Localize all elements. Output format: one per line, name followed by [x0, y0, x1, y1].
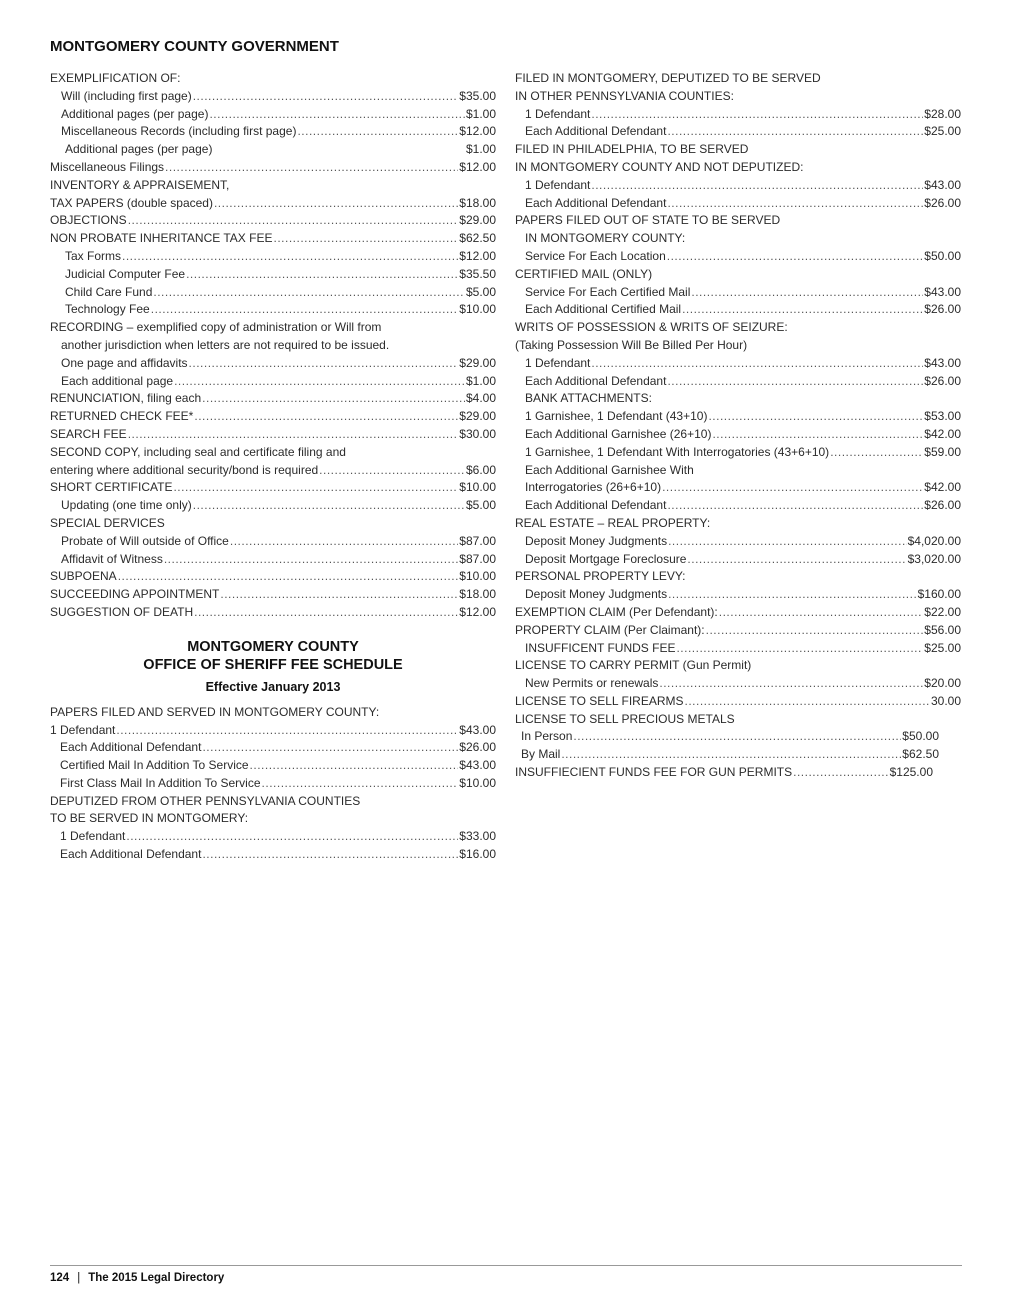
dot-leader: [193, 88, 459, 106]
fee-label: 1 Defendant: [60, 829, 126, 844]
fee-label: Certified Mail In Addition To Service: [60, 758, 249, 773]
fee-label: SHORT CERTIFICATE: [50, 480, 173, 495]
dot-leader: [273, 230, 458, 248]
dot-leader: [164, 551, 458, 569]
fee-amount: $43.00: [924, 284, 961, 299]
fee-amount: $29.00: [459, 409, 496, 424]
fee-label: IN MONTGOMERY COUNTY:: [525, 231, 686, 246]
fee-amount: $28.00: [924, 106, 961, 121]
sheriff-effective-date: Effective January 2013: [205, 679, 341, 694]
fee-heading: [50, 515, 496, 533]
fee-label: REAL ESTATE – REAL PROPERTY:: [515, 515, 711, 530]
dot-leader: [118, 568, 459, 586]
fee-label: Miscellaneous Records (including first page): [61, 124, 297, 139]
fee-label: (Taking Possession Will Be Billed Per Hour): [515, 337, 748, 352]
dot-leader: [682, 301, 923, 319]
fee-label: One page and affidavits: [61, 355, 188, 370]
fee-row: [515, 640, 961, 658]
footer-divider: [50, 1265, 962, 1266]
fee-amount: $43.00: [459, 722, 496, 737]
fee-heading: [515, 159, 961, 177]
dot-leader: [659, 675, 923, 693]
fee-amount: $26.00: [924, 498, 961, 513]
fee-amount: $10.00: [459, 302, 496, 317]
fee-row: [515, 355, 961, 373]
fee-label: CERTIFIED MAIL (ONLY): [515, 266, 653, 281]
footer-separator: |: [77, 1272, 81, 1284]
fee-heading: [515, 212, 961, 230]
fee-amount: $29.00: [459, 213, 496, 228]
fee-row: [515, 746, 939, 764]
dot-leader: [667, 497, 923, 515]
fee-label: Each Additional Certified Mail: [525, 302, 682, 317]
dot-leader: [719, 604, 924, 622]
dot-leader: [712, 426, 923, 444]
fee-label: 1 Garnishee, 1 Defendant (43+10): [525, 409, 708, 424]
fee-heading: [50, 70, 496, 88]
dot-leader: [676, 640, 923, 658]
fee-label: IN OTHER PENNSYLVANIA COUNTIES:: [515, 88, 734, 103]
dot-leader: [668, 533, 907, 551]
fee-label: PROPERTY CLAIM (Per Claimant):: [515, 622, 705, 637]
fee-amount: $26.00: [459, 740, 496, 755]
fee-amount: $53.00: [924, 409, 961, 424]
fee-amount: 30.00: [930, 693, 961, 708]
publication-name: The 2015 Legal Directory: [88, 1272, 225, 1284]
fee-amount: $6.00: [465, 462, 496, 477]
fee-label: EXEMPLIFICATION OF:: [50, 71, 181, 85]
fee-row: [515, 177, 961, 195]
fee-label: Additional pages (per page): [65, 142, 213, 157]
dot-leader: [202, 846, 458, 864]
fee-row: [50, 739, 496, 757]
fee-row: [50, 212, 496, 230]
dot-leader: [202, 390, 465, 408]
dot-leader: [561, 746, 901, 764]
fee-label: OBJECTIONS: [50, 213, 127, 228]
fee-row: [50, 828, 496, 846]
dot-leader: [194, 408, 458, 426]
fee-label: LICENSE TO SELL FIREARMS: [515, 693, 684, 708]
fee-label: LICENSE TO CARRY PERMIT (Gun Permit): [515, 658, 752, 673]
dot-leader: [708, 408, 923, 426]
fee-row: [515, 123, 961, 141]
dot-leader: [151, 301, 459, 319]
fee-row: [50, 551, 496, 569]
fee-label: WRITS OF POSSESSION & WRITS OF SEIZURE:: [515, 320, 788, 335]
fee-label: New Permits or renewals: [525, 676, 659, 691]
fee-amount: $43.00: [459, 758, 496, 773]
fee-label: 1 Defendant: [525, 355, 591, 370]
dot-leader: [230, 533, 458, 551]
fee-heading: [50, 810, 496, 828]
fee-amount: $59.00: [924, 444, 961, 459]
fee-label: FILED IN MONTGOMERY, DEPUTIZED TO BE SERVED: [515, 71, 821, 85]
fee-list-sheriff: [50, 704, 496, 864]
fee-heading: [50, 337, 496, 355]
fee-label: EXEMPTION CLAIM (Per Defendant):: [515, 604, 718, 619]
fee-row: [515, 622, 961, 640]
fee-heading: [515, 70, 961, 88]
dot-leader: [591, 177, 923, 195]
fee-label: RETURNED CHECK FEE*: [50, 409, 194, 424]
fee-row: [515, 301, 961, 319]
fee-label: Will (including first page): [61, 88, 192, 103]
fee-label: BANK ATTACHMENTS:: [525, 391, 652, 406]
fee-heading: [515, 462, 961, 480]
fee-heading: [515, 266, 961, 284]
fee-row: [515, 195, 961, 213]
fee-amount: $12.00: [459, 124, 496, 139]
fee-label: Each additional page: [61, 373, 174, 388]
fee-amount: $12.00: [459, 604, 496, 619]
sheriff-heading-line2: OFFICE OF SHERIFF FEE SCHEDULE: [143, 656, 403, 673]
fee-label: 1 Defendant: [525, 177, 591, 192]
fee-label: Judicial Computer Fee: [65, 266, 186, 281]
fee-row: [50, 586, 496, 604]
fee-label: PERSONAL PROPERTY LEVY:: [515, 569, 686, 584]
fee-label: 1 Defendant: [50, 722, 116, 737]
fee-heading: [50, 177, 496, 195]
fee-row: [50, 497, 496, 515]
fee-label: RECORDING – exemplified copy of administration or Will from: [50, 320, 382, 335]
fee-row: [515, 497, 961, 515]
dot-leader: [186, 266, 458, 284]
fee-label: Affidavit of Witness: [61, 551, 163, 566]
fee-list-sheriff-continued: [515, 70, 961, 782]
fee-label: First Class Mail In Addition To Service: [60, 775, 261, 790]
fee-label: Technology Fee: [65, 302, 150, 317]
fee-row: [50, 88, 496, 106]
fee-amount: $35.00: [459, 88, 496, 103]
fee-row: [50, 426, 496, 444]
fee-row: [50, 159, 496, 177]
fee-amount: $87.00: [459, 551, 496, 566]
dot-leader: [706, 622, 924, 640]
fee-amount: $1.00: [465, 142, 496, 157]
fee-row: [50, 846, 496, 864]
fee-row: [50, 284, 496, 302]
dot-leader: [691, 284, 923, 302]
fee-label: SEARCH FEE: [50, 426, 127, 441]
fee-label: Each Additional Defendant: [60, 847, 202, 862]
fee-row: [50, 757, 496, 775]
fee-row: [50, 373, 496, 391]
fee-label: INSUFFIECIENT FUNDS FEE FOR GUN PERMITS: [515, 765, 793, 780]
dot-leader: [662, 479, 923, 497]
fee-amount: $12.00: [459, 248, 496, 263]
dot-leader: [173, 479, 458, 497]
fee-label: entering where additional security/bond is required: [50, 462, 319, 477]
fee-row: [515, 764, 933, 782]
fee-amount: $26.00: [924, 373, 961, 388]
fee-label: Each Additional Defendant: [525, 124, 667, 139]
fee-amount: $5.00: [465, 498, 496, 513]
fee-row: [50, 722, 496, 740]
dot-leader: [667, 123, 923, 141]
dot-leader: [668, 586, 917, 604]
fee-amount: $10.00: [459, 569, 496, 584]
fee-label: PAPERS FILED AND SERVED IN MONTGOMERY COUNTY:: [50, 704, 380, 719]
fee-row: [50, 106, 496, 124]
fee-label: Each Additional Defendant: [525, 373, 667, 388]
fee-amount: $42.00: [924, 426, 961, 441]
fee-label: Updating (one time only): [61, 498, 192, 513]
dot-leader: [250, 757, 459, 775]
fee-amount: $56.00: [924, 622, 961, 637]
fee-amount: $25.00: [924, 124, 961, 139]
page-number: 124: [50, 1272, 70, 1284]
fee-row: [515, 675, 961, 693]
fee-heading: [50, 793, 496, 811]
sheriff-heading-line1: MONTGOMERY COUNTY: [187, 638, 359, 655]
fee-heading: [515, 568, 961, 586]
fee-row: [50, 775, 496, 793]
fee-label: Probate of Will outside of Office: [61, 533, 229, 548]
dot-leader: [116, 722, 458, 740]
fee-label: Service For Each Certified Mail: [525, 284, 691, 299]
dot-leader: [297, 123, 458, 141]
fee-row: [50, 462, 496, 480]
fee-label: SUGGESTION OF DEATH: [50, 604, 194, 619]
fee-label: Each Additional Garnishee (26+10): [525, 426, 712, 441]
fee-label: Tax Forms: [65, 248, 122, 263]
fee-row: [515, 479, 961, 497]
fee-row: [515, 533, 961, 551]
dot-leader: [220, 586, 458, 604]
dot-leader: [189, 355, 459, 373]
fee-row: [50, 123, 496, 141]
fee-label: Each Additional Garnishee With: [525, 462, 694, 477]
dot-leader: [667, 373, 923, 391]
fee-amount: $25.00: [924, 640, 961, 655]
fee-amount: $62.50: [459, 231, 496, 246]
dot-leader: [667, 195, 923, 213]
fee-label: TAX PAPERS (double spaced): [50, 195, 213, 210]
fee-label: Interrogatories (26+6+10): [525, 480, 662, 495]
dot-leader: [202, 739, 458, 757]
fee-amount: $1.00: [465, 106, 496, 121]
fee-amount: $26.00: [924, 195, 961, 210]
fee-row: [515, 693, 961, 711]
fee-label: IN MONTGOMERY COUNTY AND NOT DEPUTIZED:: [515, 159, 804, 174]
fee-amount: $3,020.00: [907, 551, 961, 566]
dot-leader: [687, 551, 906, 569]
fee-amount: $62.50: [902, 747, 939, 762]
dot-leader: [830, 444, 923, 462]
fee-amount: $35.50: [459, 266, 496, 281]
fee-amount: $33.00: [459, 829, 496, 844]
fee-row: [50, 141, 496, 159]
right-column: [515, 70, 961, 782]
fee-label: DEPUTIZED FROM OTHER PENNSYLVANIA COUNTIES: [50, 793, 361, 808]
dot-leader: [126, 828, 458, 846]
fee-label: By Mail: [521, 747, 561, 762]
fee-row: [50, 230, 496, 248]
dot-leader: [214, 195, 458, 213]
fee-label: 1 Garnishee, 1 Defendant With Interrogatories (43+6+10): [525, 444, 830, 459]
dot-leader: [319, 462, 465, 480]
fee-list-county: [50, 70, 496, 622]
dot-leader: [685, 693, 930, 711]
fee-label: SECOND COPY, including seal and certificate filing and: [50, 444, 346, 459]
fee-label: 1 Defendant: [525, 106, 591, 121]
fee-row: [50, 408, 496, 426]
fee-heading: [515, 337, 961, 355]
fee-row: [50, 355, 496, 373]
fee-row: [515, 284, 961, 302]
fee-row: [50, 390, 496, 408]
fee-row: [50, 533, 496, 551]
fee-label: Each Additional Defendant: [60, 740, 202, 755]
fee-heading: [515, 657, 961, 675]
dot-leader: [262, 775, 459, 793]
fee-row: [50, 479, 496, 497]
fee-row: [515, 106, 961, 124]
fee-amount: $50.00: [902, 729, 939, 744]
fee-amount: $5.00: [465, 284, 496, 299]
sheriff-heading: [50, 638, 496, 674]
dot-leader: [128, 212, 459, 230]
fee-amount: $125.00: [889, 765, 933, 780]
fee-row: [50, 248, 496, 266]
fee-amount: $10.00: [459, 480, 496, 495]
fee-amount: $30.00: [459, 426, 496, 441]
fee-row: [515, 444, 961, 462]
fee-amount: $4,020.00: [907, 533, 961, 548]
fee-row: [515, 408, 961, 426]
fee-heading: [50, 704, 496, 722]
fee-label: In Person: [521, 729, 573, 744]
fee-amount: $1.00: [465, 373, 496, 388]
dot-leader: [591, 355, 923, 373]
fee-row: [515, 248, 961, 266]
fee-label: Deposit Money Judgments: [525, 533, 668, 548]
dot-leader: [193, 497, 465, 515]
fee-row: [50, 266, 496, 284]
fee-amount: $29.00: [459, 355, 496, 370]
fee-label: Each Additional Defendant: [525, 195, 667, 210]
fee-label: SUBPOENA: [50, 569, 117, 584]
dot-leader: [793, 764, 888, 782]
dot-leader: [128, 426, 459, 444]
page-footer: [50, 1272, 224, 1284]
fee-label: TO BE SERVED IN MONTGOMERY:: [50, 811, 249, 826]
fee-amount: $26.00: [924, 302, 961, 317]
fee-row: [50, 604, 496, 622]
fee-amount: $22.00: [924, 604, 961, 619]
dot-leader: [194, 604, 458, 622]
fee-label: Deposit Mortgage Foreclosure: [525, 551, 687, 566]
dot-leader: [122, 248, 458, 266]
fee-heading: [515, 711, 961, 729]
fee-row: [515, 373, 961, 391]
fee-heading: [515, 390, 961, 408]
fee-amount: $43.00: [924, 355, 961, 370]
fee-label: Child Care Fund: [65, 284, 153, 299]
fee-label: another jurisdiction when letters are not required to be issued.: [61, 337, 390, 352]
dot-leader: [667, 248, 924, 266]
fee-label: LICENSE TO SELL PRECIOUS METALS: [515, 711, 735, 726]
fee-label: Service For Each Location: [525, 248, 666, 263]
fee-amount: $10.00: [459, 775, 496, 790]
fee-label: Deposit Money Judgments: [525, 587, 668, 602]
fee-amount: $16.00: [459, 847, 496, 862]
fee-label: PAPERS FILED OUT OF STATE TO BE SERVED: [515, 213, 781, 228]
dot-leader: [174, 373, 465, 391]
dot-leader: [165, 159, 458, 177]
fee-heading: [50, 319, 496, 337]
fee-row: [515, 426, 961, 444]
fee-heading: [515, 319, 961, 337]
page-title: MONTGOMERY COUNTY GOVERNMENT: [50, 38, 339, 55]
fee-heading: [50, 444, 496, 462]
fee-amount: $42.00: [924, 480, 961, 495]
fee-heading: [515, 515, 961, 533]
fee-label: Additional pages (per page): [61, 106, 209, 121]
fee-row: [50, 301, 496, 319]
fee-amount: $87.00: [459, 533, 496, 548]
fee-label: SUCCEEDING APPOINTMENT: [50, 587, 220, 602]
fee-label: NON PROBATE INHERITANCE TAX FEE: [50, 231, 273, 246]
fee-row: [50, 195, 496, 213]
fee-row: [515, 586, 961, 604]
dot-leader: [209, 106, 465, 124]
fee-label: Miscellaneous Filings: [50, 159, 165, 174]
fee-amount: $12.00: [459, 159, 496, 174]
dot-leader: [153, 284, 465, 302]
dot-leader: [573, 728, 901, 746]
fee-row: [515, 604, 961, 622]
fee-label: Each Additional Defendant: [525, 498, 667, 513]
fee-heading: [515, 88, 961, 106]
fee-label: SPECIAL DERVICES: [50, 515, 165, 530]
fee-row: [515, 551, 961, 569]
fee-amount: $18.00: [459, 195, 496, 210]
fee-heading: [515, 230, 961, 248]
fee-amount: $4.00: [465, 391, 496, 406]
fee-amount: $160.00: [917, 587, 961, 602]
fee-amount: $20.00: [924, 676, 961, 691]
dot-leader: [591, 106, 923, 124]
fee-row: [50, 568, 496, 586]
fee-heading: [515, 141, 961, 159]
left-column: [50, 70, 496, 864]
fee-amount: $18.00: [459, 587, 496, 602]
fee-label: INVENTORY & APPRAISEMENT,: [50, 177, 230, 192]
fee-label: INSUFFICENT FUNDS FEE: [525, 640, 676, 655]
fee-amount: $43.00: [924, 177, 961, 192]
fee-amount: $50.00: [924, 248, 961, 263]
fee-label: FILED IN PHILADELPHIA, TO BE SERVED: [515, 142, 749, 157]
fee-row: [515, 728, 939, 746]
fee-label: RENUNCIATION, filing each: [50, 391, 202, 406]
